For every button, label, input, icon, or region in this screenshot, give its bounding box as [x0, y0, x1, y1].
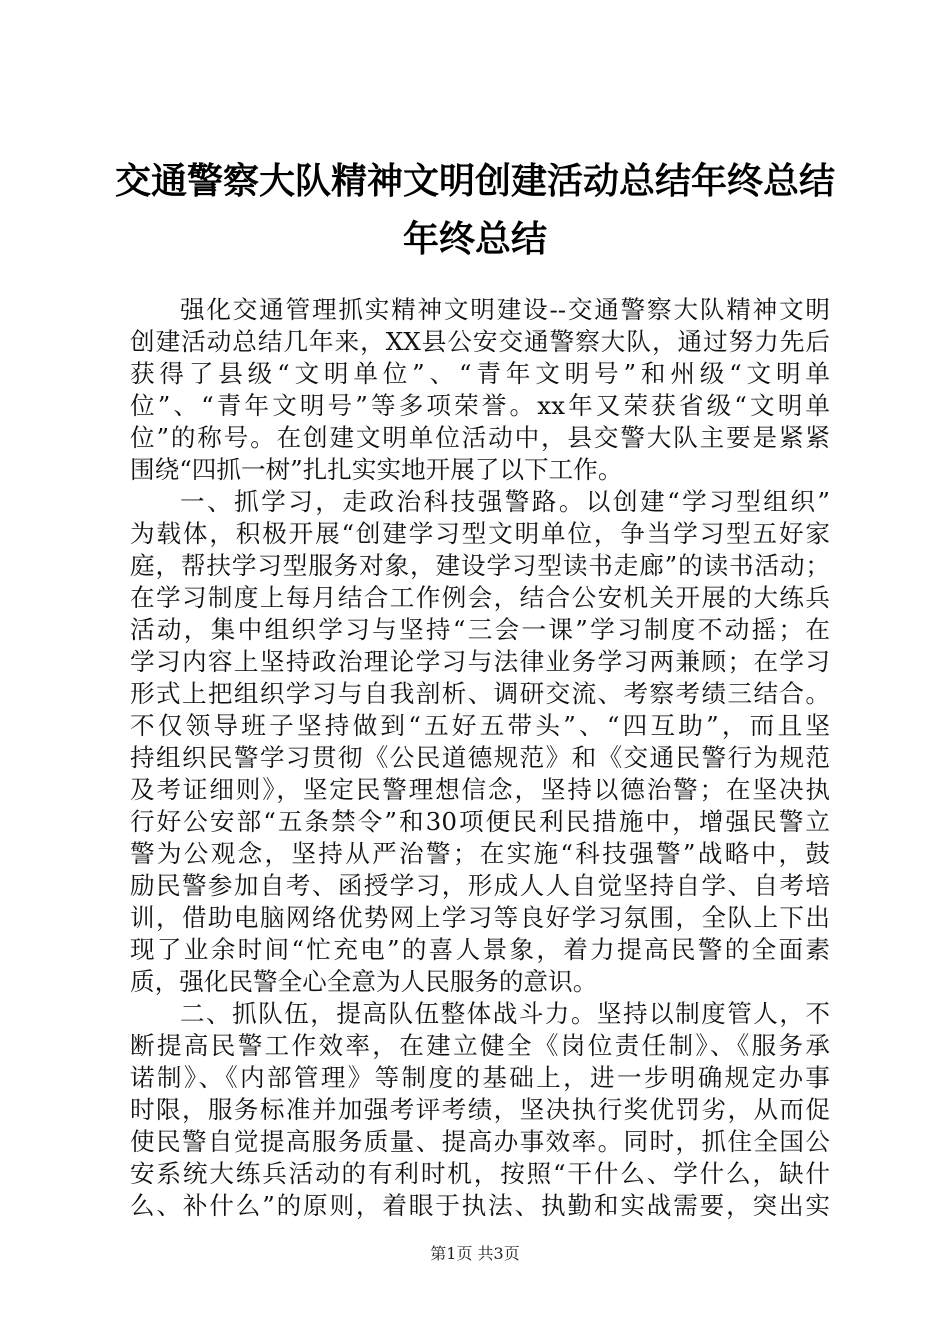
body-line: 质，强化民警全心全意为人民服务的意识。 — [130, 967, 598, 996]
body-line: 学习内容上坚持政治理论学习与法律业务学习两兼顾；在学习 — [130, 647, 830, 676]
body-line: 二、抓队伍，提高队伍整体战斗力。坚持以制度管人，不 — [180, 999, 830, 1028]
body-line: 励民警参加自考、函授学习，形成人人自觉坚持自学、自考培 — [130, 871, 830, 900]
body-line: 围绕“四抓一树”扎扎实实地开展了以下工作。 — [130, 455, 623, 484]
body-line: 及考证细则》，坚定民警理想信念，坚持以德治警；在坚决执 — [130, 775, 830, 804]
body-line: 持组织民警学习贯彻《公民道德规范》和《交通民警行为规范 — [130, 743, 830, 772]
document-title-line-2: 年终总结 — [402, 219, 547, 260]
body-line: 警为公观念，坚持从严治警；在实施“科技强警”战略中，鼓 — [130, 839, 830, 868]
body-line: 安系统大练兵活动的有利时机，按照“干什么、学什么，缺什 — [130, 1159, 830, 1188]
body-line: 庭，帮扶学习型服务对象，建设学习型读书走廊”的读书活动； — [130, 551, 830, 580]
page-footer: 第1页 共3页 — [430, 1244, 520, 1263]
body-line: 形式上把组织学习与自我剖析、调研交流、考察考绩三结合。 — [130, 679, 830, 708]
body-line: 现了业余时间“忙充电”的喜人景象，着力提高民警的全面素 — [130, 935, 830, 964]
document-body — [130, 294, 830, 1222]
body-line: 活动，集中组织学习与坚持“三会一课”学习制度不动摇；在 — [130, 615, 830, 644]
body-line: 位”、“青年文明号”等多项荣誉。xx年又荣获省级“文明单 — [130, 391, 830, 420]
body-line: 行好公安部“五条禁令”和30项便民利民措施中，增强民警立 — [130, 807, 830, 836]
body-line: 获得了县级“文明单位”、“青年文明号”和州级“文明单 — [130, 359, 830, 388]
body-line: 么、补什么”的原则，着眼于执法、执勤和实战需要，突出实 — [130, 1191, 830, 1220]
body-line: 使民警自觉提高服务质量、提高办事效率。同时，抓住全国公 — [130, 1127, 830, 1156]
body-line: 时限，服务标准并加强考评考绩，坚决执行奖优罚劣，从而促 — [130, 1095, 830, 1124]
body-line: 在学习制度上每月结合工作例会，结合公安机关开展的大练兵 — [130, 583, 830, 612]
body-line: 为载体，积极开展“创建学习型文明单位，争当学习型五好家 — [130, 519, 830, 548]
body-line: 训，借助电脑网络优势网上学习等良好学习氛围，全队上下出 — [130, 903, 830, 932]
document-title-line-1: 交通警察大队精神文明创建活动总结年终总结 — [114, 161, 835, 202]
body-line: 诺制》、《内部管理》等制度的基础上，进一步明确规定办事 — [130, 1063, 830, 1092]
body-line: 位”的称号。在创建文明单位活动中，县交警大队主要是紧紧 — [130, 423, 830, 452]
body-line: 创建活动总结几年来，XX县公安交通警察大队，通过努力先后 — [130, 327, 830, 356]
body-line: 断提高民警工作效率，在建立健全《岗位责任制》、《服务承 — [130, 1031, 830, 1060]
body-line: 不仅领导班子坚持做到“五好五带头”、“四互助”，而且坚 — [130, 711, 830, 740]
body-line: 一、抓学习，走政治科技强警路。以创建“学习型组织” — [180, 487, 830, 516]
body-line: 强化交通管理抓实精神文明建设--交通警察大队精神文明 — [180, 295, 830, 324]
